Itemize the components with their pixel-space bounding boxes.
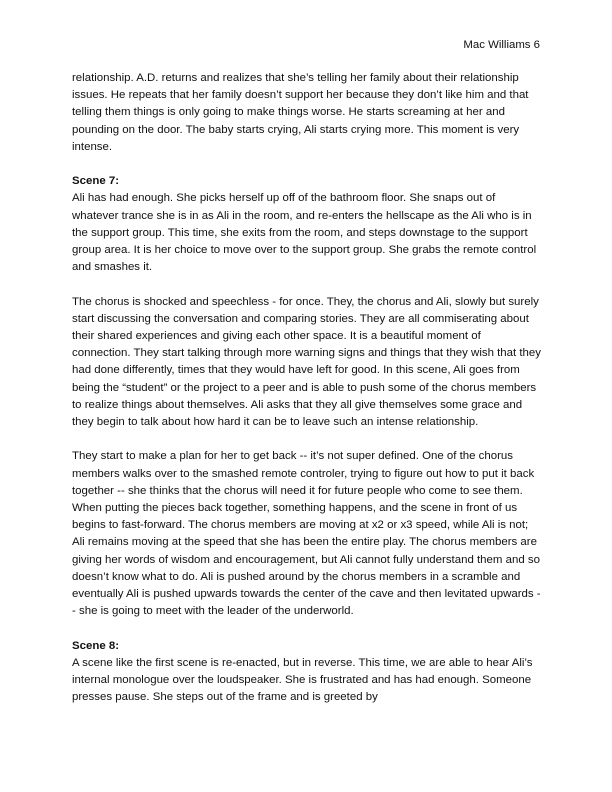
paragraph-text: A scene like the first scene is re-enacted, but in reverse. This time, we are able to hear Ali’s internal monologue over the loudspeaker. She is frustrated and has had enough. Someone presses pause. She steps out of the frame and is greeted by [72,656,533,704]
scene-heading: Scene 7: [72,175,120,188]
paragraph-text: relationship. A.D. returns and realizes that she’s telling her family about their relationship issues. He repeats that her family doesn’t support her because they don’t like him and that telling them things is only going to make things worse. He starts screaming at her and pounding on the door. The baby starts crying, Ali starts crying more. This moment is very intense. [72,72,529,153]
paragraph-chorus-reaction [72,294,542,432]
paragraph-scene7-intro [72,173,542,276]
paragraph-scene8 [72,638,542,707]
paragraph-text: The chorus is shocked and speechless - for once. They, the chorus and Ali, slowly but surely start discussing the conversation and comparing stories. They are all commiserating about their shared experiences and giving each other space. It is a beautiful moment of connection. They start talking through more warning signs and things that they wish that they had done differently, times that they would have left for good. In this scene, Ali goes from being the “student” or the project to a peer and is able to push some of the chorus members to realize things about themselves. Ali asks that they all give themselves some grace and they begin to talk about how hard it can be to leave such an intense relationship. [72,295,541,429]
paragraph-text: Ali has had enough. She picks herself up off of the bathroom floor. She snaps out of whatever trance she is in as Ali in the room, and re-enters the hellscape as the Ali who is in the support group. This time, she exits from the room, and steps downstage to the support group area. It is her choice to move over to the support group. She grabs the remote control and smashes it. [72,192,537,274]
scene-heading: Scene 8: [72,639,120,652]
paragraph-scene6-end [72,70,542,156]
paragraph-plan [72,448,542,620]
running-header: Mac Williams 6 [463,39,540,51]
paragraph-text: They start to make a plan for her to get back -- it’s not super defined. One of the chorus members walks over to the smashed remote controler, trying to figure out how to put it back together -- she thinks that the chorus will need it for future people who come to see them. When putting the pieces back together, something happens, and the scene in front of us begins to fast-forward. The chorus members are moving at x2 or x3 speed, while Ali is not; Ali remains moving at the speed that she has been the entire play. The chorus members are giving her words of wisdom and encouragement, but Ali cannot fully understand them and so doesn’t know what to do. Ali is pushed around by the chorus members in a scramble and eventually Ali is pushed upwards towards the center of the cave and then levitated upwards -- she is going to meet with the leader of the underworld. [72,450,541,618]
document-body [72,70,542,724]
